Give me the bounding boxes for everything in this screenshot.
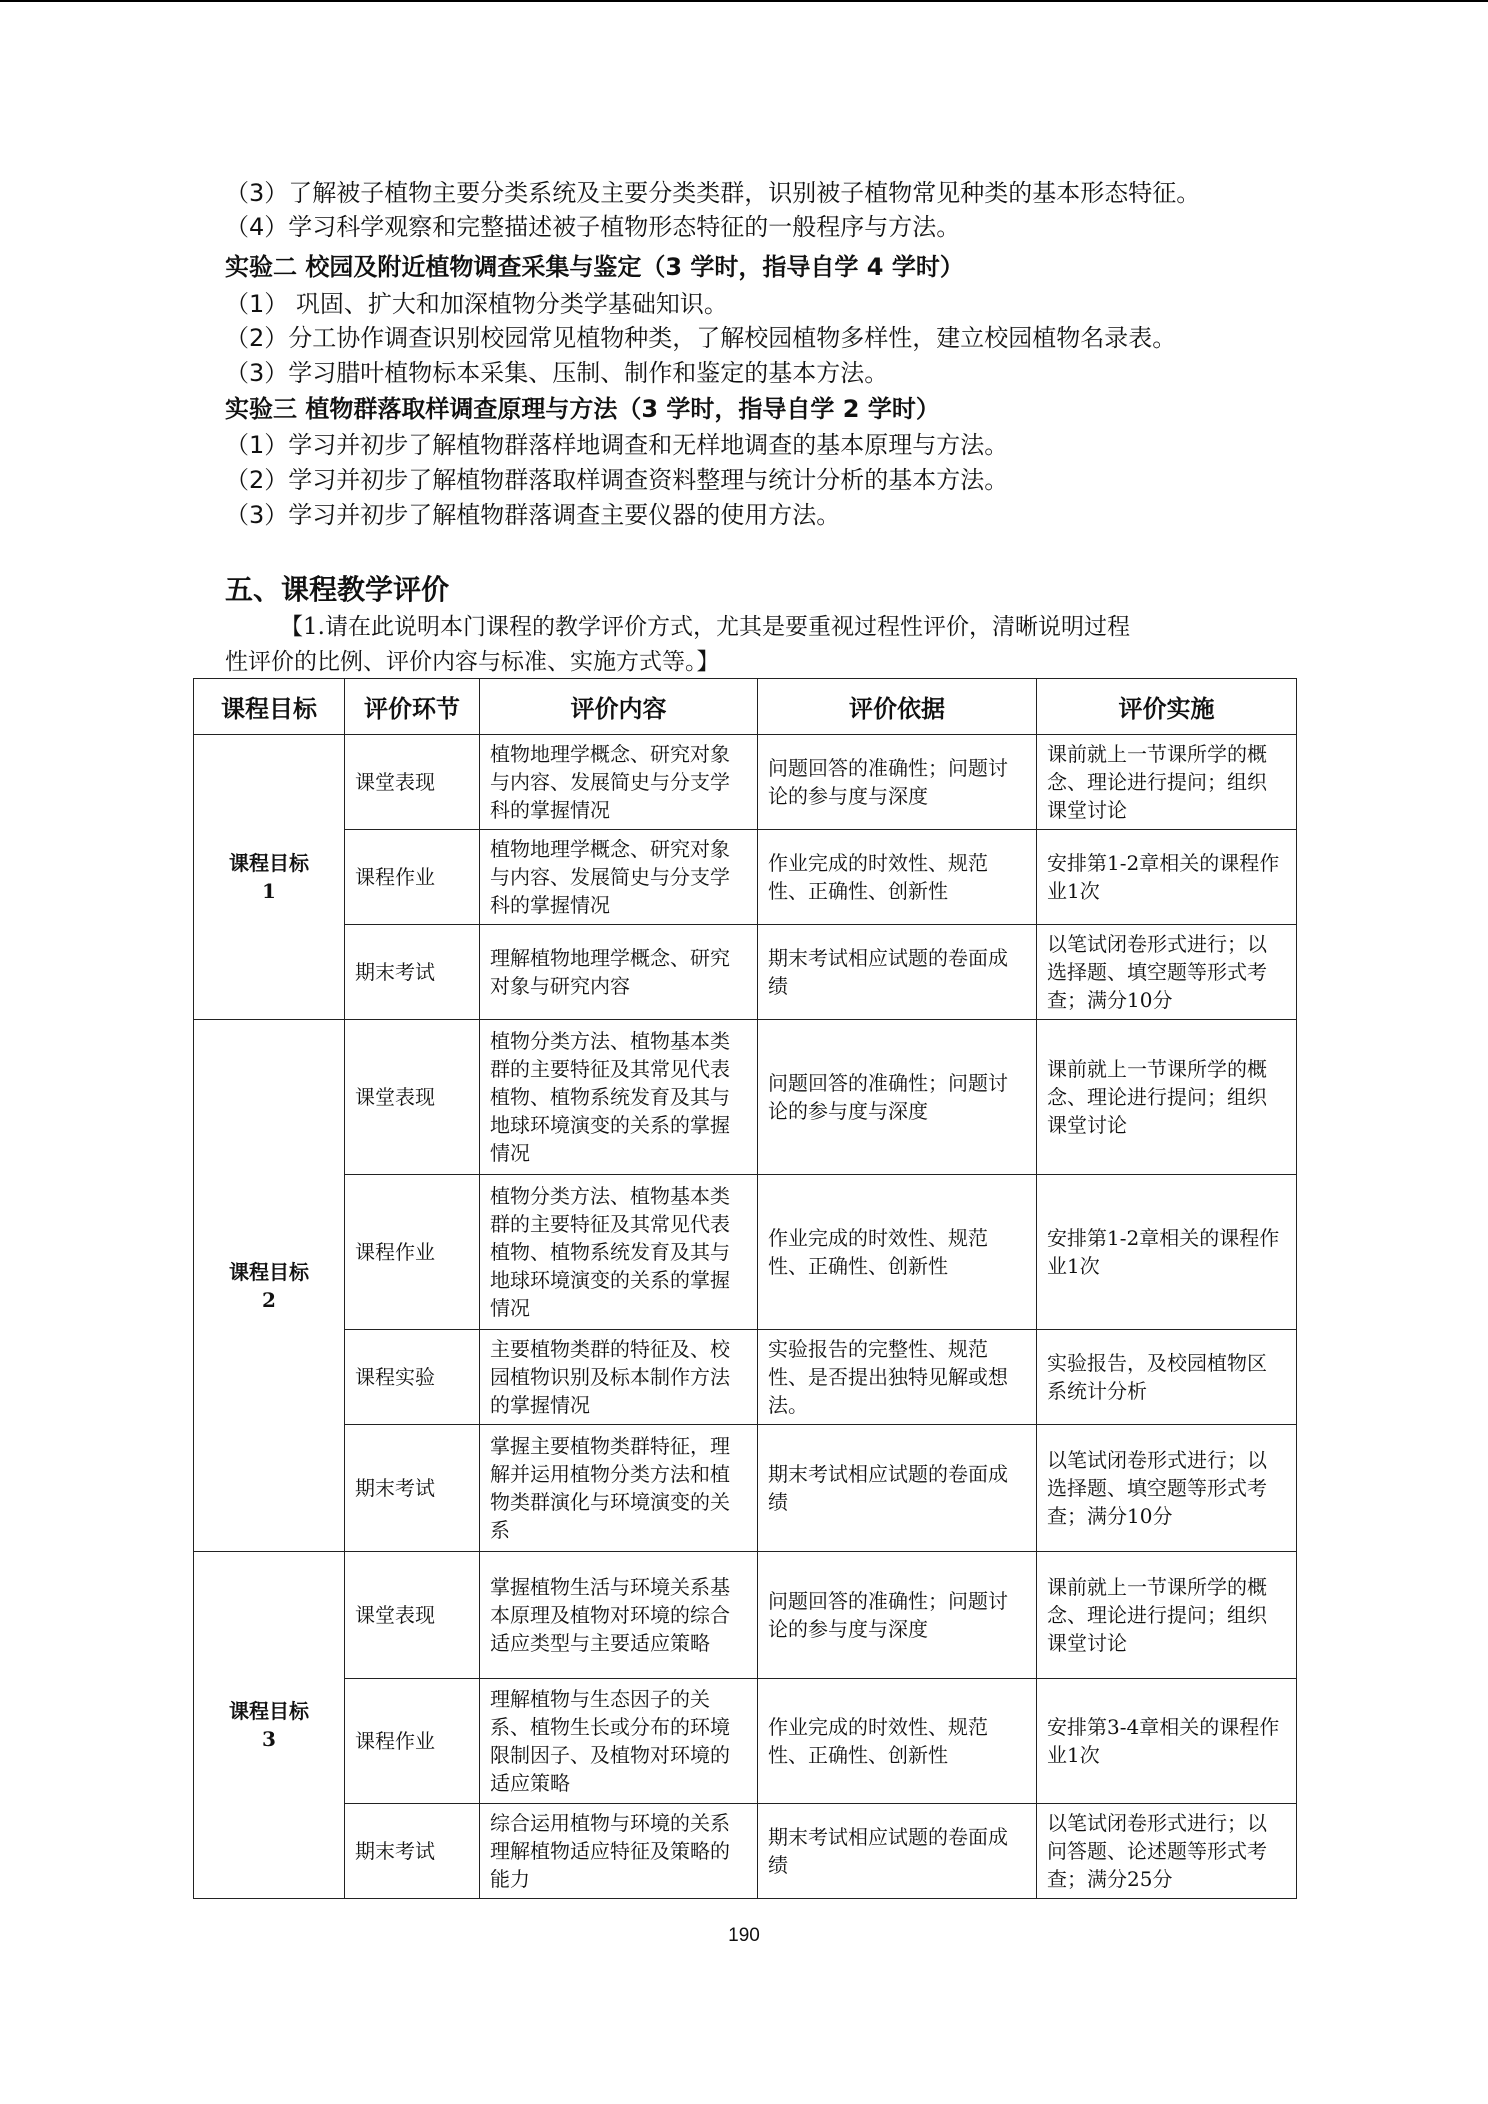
table-row xyxy=(194,830,1297,925)
table-row xyxy=(194,1804,1297,1899)
content-cell: 掌握主要植物类群特征，理解并运用植物分类方法和植物类群演化与环境演变的关系 xyxy=(480,1425,758,1552)
impl-cell: 课前就上一节课所学的概念、理论进行提问；组织课堂讨论 xyxy=(1037,1020,1297,1175)
table-row xyxy=(194,1175,1297,1330)
link-cell: 期末考试 xyxy=(345,1804,480,1899)
impl-cell: 安排第1-2章相关的课程作业1次 xyxy=(1037,1175,1297,1330)
text-line: （2）学习并初步了解植物群落取样调查资料整理与统计分析的基本方法。 xyxy=(225,466,1009,494)
text-line: （3）学习腊叶植物标本采集、压制、制作和鉴定的基本方法。 xyxy=(225,359,889,387)
link-cell: 期末考试 xyxy=(345,1425,480,1552)
content-cell: 掌握植物生活与环境关系基本原理及植物对环境的综合适应类型与主要适应策略 xyxy=(480,1552,758,1679)
basis-cell: 作业完成的时效性、规范性、正确性、创新性 xyxy=(758,1175,1037,1330)
impl-cell: 实验报告，及校园植物区系统计分析 xyxy=(1037,1330,1297,1425)
content-cell: 植物地理学概念、研究对象与内容、发展简史与分支学科的掌握情况 xyxy=(480,830,758,925)
text-line: （3）学习并初步了解植物群落调查主要仪器的使用方法。 xyxy=(225,501,841,529)
content-cell: 主要植物类群的特征及、校园植物识别及标本制作方法的掌握情况 xyxy=(480,1330,758,1425)
basis-cell: 期末考试相应试题的卷面成绩 xyxy=(758,1425,1037,1552)
impl-cell: 以笔试闭卷形式进行；以选择题、填空题等形式考查；满分10分 xyxy=(1037,925,1297,1020)
impl-cell: 课前就上一节课所学的概念、理论进行提问；组织课堂讨论 xyxy=(1037,1552,1297,1679)
table-row xyxy=(194,1552,1297,1679)
impl-cell: 以笔试闭卷形式进行；以选择题、填空题等形式考查；满分10分 xyxy=(1037,1425,1297,1552)
experiment-heading: 实验二 校园及附近植物调查采集与鉴定（3 学时，指导自学 4 学时） xyxy=(225,253,964,281)
page-top-border xyxy=(0,0,1488,2)
section-note-line-1: 【1.请在此说明本门课程的教学评价方式，尤其是要重视过程性评价，清晰说明过程 xyxy=(280,614,1130,640)
impl-cell: 安排第1-2章相关的课程作业1次 xyxy=(1037,830,1297,925)
section-note-line-2: 性评价的比例、评价内容与标准、实施方式等。】 xyxy=(225,649,720,675)
header-impl: 评价实施 xyxy=(1037,679,1297,735)
link-cell: 课程作业 xyxy=(345,1175,480,1330)
text-line: （3）了解被子植物主要分类系统及主要分类类群，识别被子植物常见种类的基本形态特征。 xyxy=(225,179,1201,207)
content-cell: 综合运用植物与环境的关系理解植物适应特征及策略的能力 xyxy=(480,1804,758,1899)
basis-cell: 期末考试相应试题的卷面成绩 xyxy=(758,925,1037,1020)
text-line: （1）学习并初步了解植物群落样地调查和无样地调查的基本原理与方法。 xyxy=(225,431,1009,459)
text-line: （4）学习科学观察和完整描述被子植物形态特征的一般程序与方法。 xyxy=(225,213,961,241)
table-body xyxy=(194,735,1297,1899)
table-header-row xyxy=(194,679,1297,735)
link-cell: 课堂表现 xyxy=(345,1020,480,1175)
basis-cell: 期末考试相应试题的卷面成绩 xyxy=(758,1804,1037,1899)
link-cell: 课程作业 xyxy=(345,1679,480,1804)
content-cell: 植物地理学概念、研究对象与内容、发展简史与分支学科的掌握情况 xyxy=(480,735,758,830)
content-cell: 理解植物与生态因子的关系、植物生长或分布的环境限制因子、及植物对环境的适应策略 xyxy=(480,1679,758,1804)
experiment-heading: 实验三 植物群落取样调查原理与方法（3 学时，指导自学 2 学时） xyxy=(225,395,940,423)
table-row xyxy=(194,925,1297,1020)
header-basis: 评价依据 xyxy=(758,679,1037,735)
basis-cell: 作业完成的时效性、规范性、正确性、创新性 xyxy=(758,830,1037,925)
text-line: （1） 巩固、扩大和加深植物分类学基础知识。 xyxy=(225,290,728,318)
header-link: 评价环节 xyxy=(345,679,480,735)
goal-cell: 课程目标 1 xyxy=(194,735,345,1020)
table-row xyxy=(194,1020,1297,1175)
header-goal: 课程目标 xyxy=(194,679,345,735)
basis-cell: 作业完成的时效性、规范性、正确性、创新性 xyxy=(758,1679,1037,1804)
text-line: （2）分工协作调查识别校园常见植物种类，了解校园植物多样性，建立校园植物名录表。 xyxy=(225,324,1177,352)
page-number: 190 xyxy=(728,1925,760,1946)
content-cell: 植物分类方法、植物基本类群的主要特征及其常见代表植物、植物系统发育及其与地球环境演变的关系的掌握情况 xyxy=(480,1175,758,1330)
impl-cell: 安排第3-4章相关的课程作业1次 xyxy=(1037,1679,1297,1804)
impl-cell: 课前就上一节课所学的概念、理论进行提问；组织课堂讨论 xyxy=(1037,735,1297,830)
evaluation-table xyxy=(193,678,1297,1899)
basis-cell: 问题回答的准确性；问题讨论的参与度与深度 xyxy=(758,1552,1037,1679)
table-row xyxy=(194,735,1297,830)
table-row xyxy=(194,1330,1297,1425)
goal-cell: 课程目标 2 xyxy=(194,1020,345,1552)
link-cell: 课程作业 xyxy=(345,830,480,925)
basis-cell: 问题回答的准确性；问题讨论的参与度与深度 xyxy=(758,1020,1037,1175)
header-content: 评价内容 xyxy=(480,679,758,735)
impl-cell: 以笔试闭卷形式进行；以问答题、论述题等形式考查；满分25分 xyxy=(1037,1804,1297,1899)
table-row xyxy=(194,1679,1297,1804)
content-cell: 理解植物地理学概念、研究对象与研究内容 xyxy=(480,925,758,1020)
link-cell: 期末考试 xyxy=(345,925,480,1020)
basis-cell: 问题回答的准确性；问题讨论的参与度与深度 xyxy=(758,735,1037,830)
content-cell: 植物分类方法、植物基本类群的主要特征及其常见代表植物、植物系统发育及其与地球环境演变的关系的掌握情况 xyxy=(480,1020,758,1175)
table-row xyxy=(194,1425,1297,1552)
goal-cell: 课程目标 3 xyxy=(194,1552,345,1899)
link-cell: 课堂表现 xyxy=(345,1552,480,1679)
link-cell: 课程实验 xyxy=(345,1330,480,1425)
basis-cell: 实验报告的完整性、规范性、是否提出独特见解或想法。 xyxy=(758,1330,1037,1425)
link-cell: 课堂表现 xyxy=(345,735,480,830)
section-title: 五、课程教学评价 xyxy=(225,573,450,606)
